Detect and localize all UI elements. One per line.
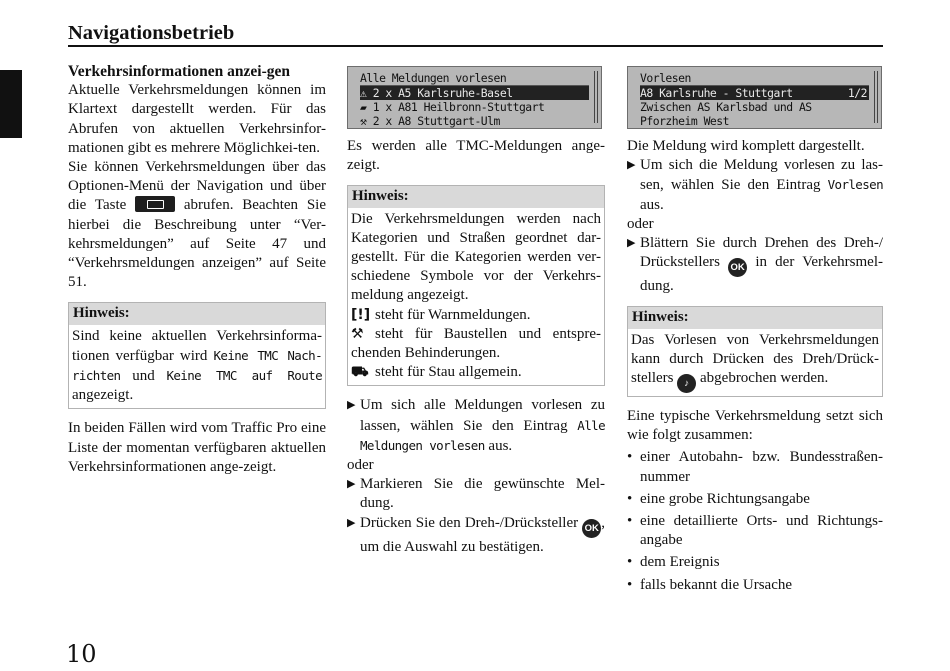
warn-icon: ⚠ <box>360 86 373 100</box>
symbol-line: [!] steht für Warnmeldungen. <box>351 306 601 325</box>
note-heading: Hinweis: <box>348 186 604 207</box>
ok-knob-icon: OK <box>582 519 601 538</box>
screen-scrollbar <box>874 71 878 123</box>
paragraph: In beiden Fällen wird vom Traffic Pro eine Liste der momentan verfügbaren aktuellen Verkehrsinformationen ange-zeigt. <box>68 420 326 475</box>
instruction-step: ▶ Um sich alle Meldungen vorlesen zu lassen, wählen Sie den Eintrag Alle Meldungen vorlesen aus. <box>347 397 605 454</box>
column-2 <box>347 66 605 557</box>
display-screen-tmc-list <box>347 66 602 129</box>
symbol-line: ⚒ steht für Baustellen und entspre-chenden Behinderungen. <box>351 325 601 362</box>
screen-row: Pforzheim West <box>640 114 730 128</box>
instruction-step: ▶ Um sich die Meldung vorlesen zu las-sen, wählen Sie den Eintrag Vorlesen aus. <box>627 157 883 213</box>
page-title: Navigationsbetrieb <box>68 22 235 44</box>
list-item: • eine grobe Richtungsangabe <box>627 490 810 507</box>
knob-icon: ♪ <box>677 374 696 393</box>
screen-row: Vorlesen <box>640 71 869 86</box>
note-box <box>68 302 326 409</box>
screen-row: Alle Meldungen vorlesen <box>360 71 589 86</box>
ci-key-icon <box>135 196 175 212</box>
triangle-bullet-icon: ▶ <box>347 399 356 412</box>
list-item: • falls bekannt die Ursache <box>627 576 793 593</box>
page-counter: 1/2 <box>847 86 867 100</box>
text: Sind keine aktuellen Verkehrsinforma-tionen verfügbar wird <box>72 327 322 364</box>
note-body <box>69 325 325 409</box>
display-text: Alle Meldungen vorlesen <box>360 417 605 453</box>
display-text: Vorlesen <box>827 177 883 193</box>
car-icon: ▰ <box>360 100 373 114</box>
display-text: Keine TMC Nach-richten <box>72 347 322 384</box>
note-box <box>627 306 883 397</box>
text: und <box>132 368 155 385</box>
triangle-bullet-icon: ▶ <box>347 478 356 491</box>
note-heading: Hinweis: <box>628 307 882 328</box>
column-1 <box>68 60 326 477</box>
triangle-bullet-icon: ▶ <box>627 159 636 172</box>
construction-icon: ⚒ <box>360 114 373 128</box>
car-icon: ⛟ <box>351 364 369 381</box>
text: angezeigt. <box>72 387 134 404</box>
screen-row: Zwischen AS Karlsbad und AS <box>640 100 812 114</box>
paragraph: Es werden alle TMC-Meldungen ange-zeigt. <box>347 138 605 174</box>
oder-text: oder <box>627 215 654 232</box>
paragraph: Die Meldung wird komplett dargestellt. <box>627 138 865 154</box>
note-heading: Hinweis: <box>69 303 325 324</box>
note-box <box>347 185 605 386</box>
chapter-tab <box>0 70 22 138</box>
instruction-step: ▶ Markieren Sie die gewünschte Mel-dung. <box>347 476 605 512</box>
list-item: • dem Ereignis <box>627 554 720 571</box>
symbol-line: ⛟ steht für Stau allgemein. <box>351 363 601 382</box>
instruction-step: ▶ Blättern Sie durch Drehen des Dreh-/ Drückstellers OK in der Verkehrsmel-dung. <box>627 235 884 295</box>
page-number: 10 <box>66 640 97 668</box>
column-3 <box>627 66 883 595</box>
screen-scrollbar <box>594 71 598 123</box>
paragraph: Aktuelle Verkehrsmeldungen können im Klartext dargestellt werden. Für das Abrufen von aktuellen Verkehrsinfor-mationen gibt es mehrere Möglichkei-ten. <box>68 82 326 156</box>
ok-knob-icon: OK <box>728 258 747 277</box>
paragraph: Eine typische Verkehrsmeldung setzt sich wie folgt zusammen: <box>627 408 883 444</box>
screen-row-selected: A8 Karlsruhe - Stuttgart 1/2 <box>640 86 867 100</box>
triangle-bullet-icon: ▶ <box>627 237 636 250</box>
screen-row: ⚒ 2 x A8 Stuttgart-Ulm <box>360 114 500 128</box>
note-body <box>348 208 604 386</box>
display-text: Keine TMC auf Route <box>166 368 322 384</box>
warning-icon: [!] <box>351 306 371 323</box>
list-item: • einer Autobahn- bzw. Bundesstraßen-nummer <box>627 449 883 485</box>
text: Sie können Verkehrsmeldungen über das Optionen-Menü der Navigation und über die Taste <box>68 159 326 214</box>
triangle-bullet-icon: ▶ <box>347 516 356 529</box>
list-item: • eine detaillierte Orts- und Richtungs-angabe <box>627 513 883 549</box>
note-body: Das Vorlesen von Verkehrsmeldungen kann durch Drücken des Dreh/Drück-stellers ♪ abgebrochen werden. <box>628 329 882 396</box>
instruction-step: ▶ Drücken Sie den Dreh-/Drücksteller OK , um die Auswahl zu bestätigen. <box>347 514 605 555</box>
oder-text: oder <box>347 457 374 474</box>
display-screen-message <box>627 66 882 129</box>
header-rule <box>68 45 883 47</box>
screen-row-selected: ⚠ 2 x A5 Karlsruhe-Basel <box>360 86 589 100</box>
paragraph <box>68 158 326 292</box>
construction-icon: ⚒ <box>351 325 364 342</box>
text: abrufen. Beachten Sie hierbei die Beschreibung unter “Ver-kehrsmeldungen” auf Seite 47 und “Verkehrsmeldungen anzeigen” auf Seite 51. <box>68 197 327 291</box>
note-text: Die Verkehrsmeldungen werden nach Kategorien und Straßen geordnet dar-gestellt. Für die Kategorien werden ver-schiedene Symbole vor der Verkehrs-meldung angezeigt. <box>351 210 601 304</box>
screen-row: ▰ 1 x A81 Heilbronn-Stuttgart <box>360 100 545 114</box>
section-title: Verkehrsinformationen anzei-gen <box>68 63 291 80</box>
